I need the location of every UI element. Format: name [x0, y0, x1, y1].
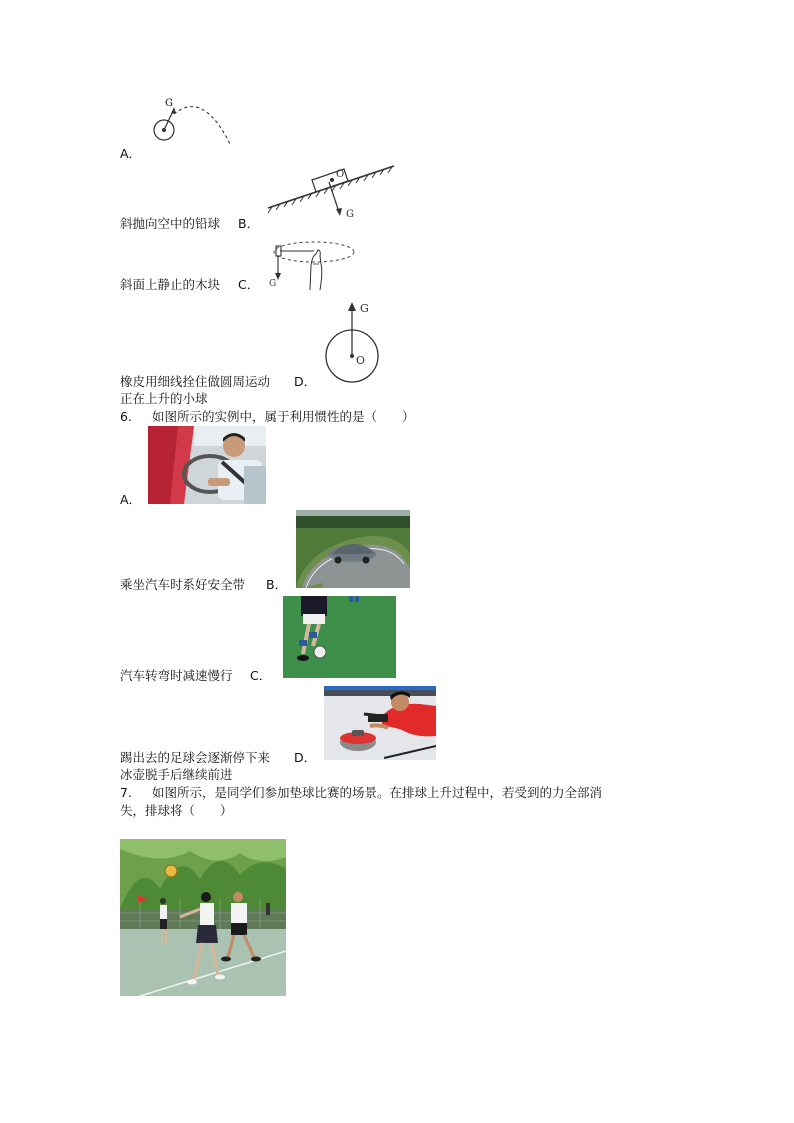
q6-option-b-label: B． — [266, 577, 288, 592]
figure-eraser-circular-motion — [266, 236, 356, 292]
option-b-label: B． — [238, 216, 260, 231]
q6-option-b-caption: 汽车转弯时减速慢行 — [120, 668, 233, 683]
option-c-caption: 橡皮用细线拴住做圆周运动 — [120, 374, 271, 389]
svg-text:G: G — [269, 279, 277, 289]
force-label-g: G — [165, 98, 173, 109]
q6-option-d-label: D． — [294, 750, 317, 765]
q6-option-d-caption: 冰壶脱手后继续前进 — [120, 767, 233, 782]
question-6-stem: 如图所示的实例中，属于利用惯性的是（ ） — [152, 409, 415, 424]
question-7-stem-line2: 失，排球将（ ） — [120, 803, 233, 818]
svg-text:G: G — [346, 209, 354, 220]
svg-text:G: G — [360, 302, 369, 315]
question-6-number: 6. — [120, 409, 132, 424]
photo-curling-stone — [324, 686, 436, 760]
option-c-label: C． — [238, 277, 260, 292]
option-a-caption: 斜抛向空中的铅球 — [120, 216, 221, 231]
photo-soccer-ball — [283, 596, 396, 678]
figure-block-on-incline — [266, 156, 398, 220]
option-d-label: D． — [294, 374, 317, 389]
option-a-label: A． — [120, 146, 142, 161]
question-7-stem-line1: 如图所示，是同学们参加垫球比赛的场景。在排球上升过程中，若受到的力全部消 — [152, 785, 603, 800]
q6-option-a-caption: 乘坐汽车时系好安全带 — [120, 577, 246, 592]
q6-option-c-label: C． — [250, 668, 272, 683]
q6-option-c-caption: 踢出去的足球会逐渐停下来 — [120, 750, 271, 765]
svg-text:O: O — [356, 354, 366, 367]
photo-seatbelt-driver — [148, 426, 266, 504]
photo-volleyball-practice — [120, 839, 286, 996]
svg-text:O: O — [336, 169, 345, 180]
option-b-caption: 斜面上静止的木块 — [120, 277, 221, 292]
q6-option-a-label: A． — [120, 492, 142, 507]
figure-shot-put-trajectory — [148, 92, 238, 148]
photo-car-turning — [296, 510, 410, 588]
question-7-number: 7. — [120, 785, 132, 800]
option-d-caption: 正在上升的小球 — [120, 391, 208, 406]
figure-rising-ball — [322, 298, 384, 386]
